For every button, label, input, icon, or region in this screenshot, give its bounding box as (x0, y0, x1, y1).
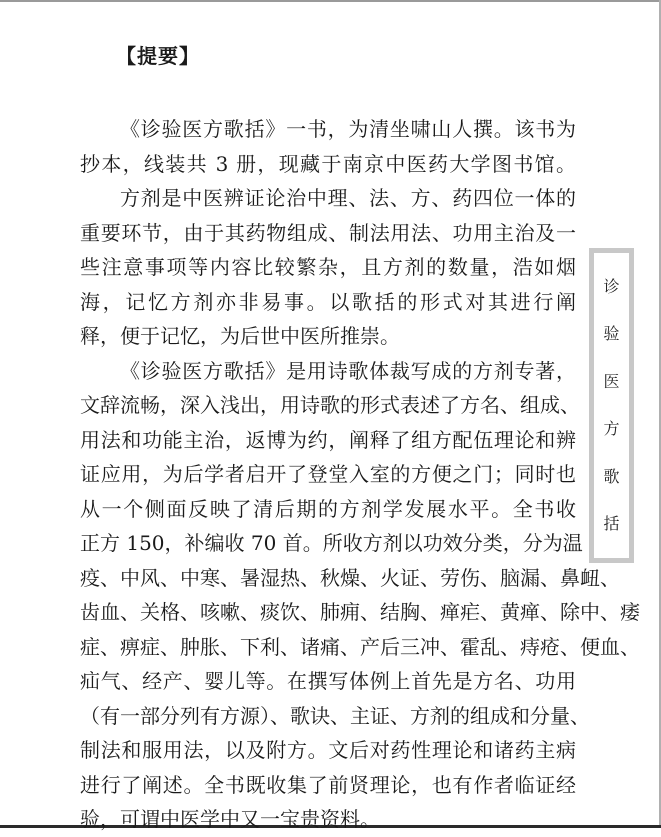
body-line: 抄本，线装共 3 册，现藏于南京中医药大学图书馆。 (80, 151, 576, 176)
side-thumb-tab (589, 248, 634, 563)
body-line: 制法和服用法，以及附方。文后对药性理论和诸药主病 (80, 738, 576, 762)
body-line: 文辞流畅，深入浅出，用诗歌的形式表述了方名、组成、 (80, 393, 580, 417)
body-line: 《诊验医方歌括》一书，为清坐啸山人撰。该书为 (120, 117, 576, 141)
section-heading: 【提要】 (116, 44, 200, 68)
side-tab-char: 括 (603, 514, 620, 534)
body-line: 些注意事项等内容比较繁杂，且方剂的数量，浩如烟 (80, 255, 576, 279)
body-line: 证应用，为后学者启开了登堂入室的方便之门；同时也 (80, 462, 576, 486)
page-top-border (0, 0, 661, 2)
side-tab-char: 歌 (603, 466, 620, 486)
body-line: （有一部分列有方源）、歌诀、主证、方剂的组成和分量、 (80, 703, 590, 728)
body-line: 疝气、经产、婴儿等。在撰写体例上首先是方名、功用 (80, 669, 576, 693)
side-tab-char: 方 (603, 419, 620, 439)
body-line: 正方 150，补编收 70 首。所收方剂以功效分类，分为温 (80, 531, 583, 555)
body-line: 《诊验医方歌括》是用诗歌体裁写成的方剂专著， (120, 358, 576, 383)
body-line: 进行了阐述。全书既收集了前贤理论，也有作者临证经 (80, 772, 576, 797)
body-line: 方剂是中医辨证论治中理、法、方、药四位一体的 (120, 186, 576, 210)
body-line: 从一个侧面反映了清后期的方剂学发展水平。全书收 (80, 496, 576, 521)
body-line: 症、痹症、肿胀、下利、诸痛、产后三冲、霍乱、痔疮、便血、 (80, 634, 640, 659)
body-line: 用法和功能主治，返博为约，阐释了组方配伍理论和辨 (80, 427, 576, 452)
summary-body (80, 112, 640, 837)
body-line: 海，记忆方剂亦非易事。以歌括的形式对其进行阐 (80, 289, 576, 314)
body-line: 释，便于记忆，为后世中医所推崇。 (80, 324, 400, 348)
side-tab-char: 验 (603, 324, 620, 344)
body-line: 验，可谓中医学中又一宝贵资料。 (80, 807, 380, 831)
body-line: 疫、中风、中寒、暑湿热、秋燥、火证、劳伤、脑漏、鼻衄、 (80, 565, 620, 590)
side-tab-char: 诊 (603, 276, 620, 296)
body-line: 重要环节，由于其药物组成、制法用法、功用主治及一 (80, 220, 576, 245)
body-line: 齿血、关格、咳嗽、痰饮、肺痈、结胸、瘅疟、黄瘅、除中、痿 (80, 600, 640, 624)
side-tab-char: 医 (603, 371, 620, 391)
